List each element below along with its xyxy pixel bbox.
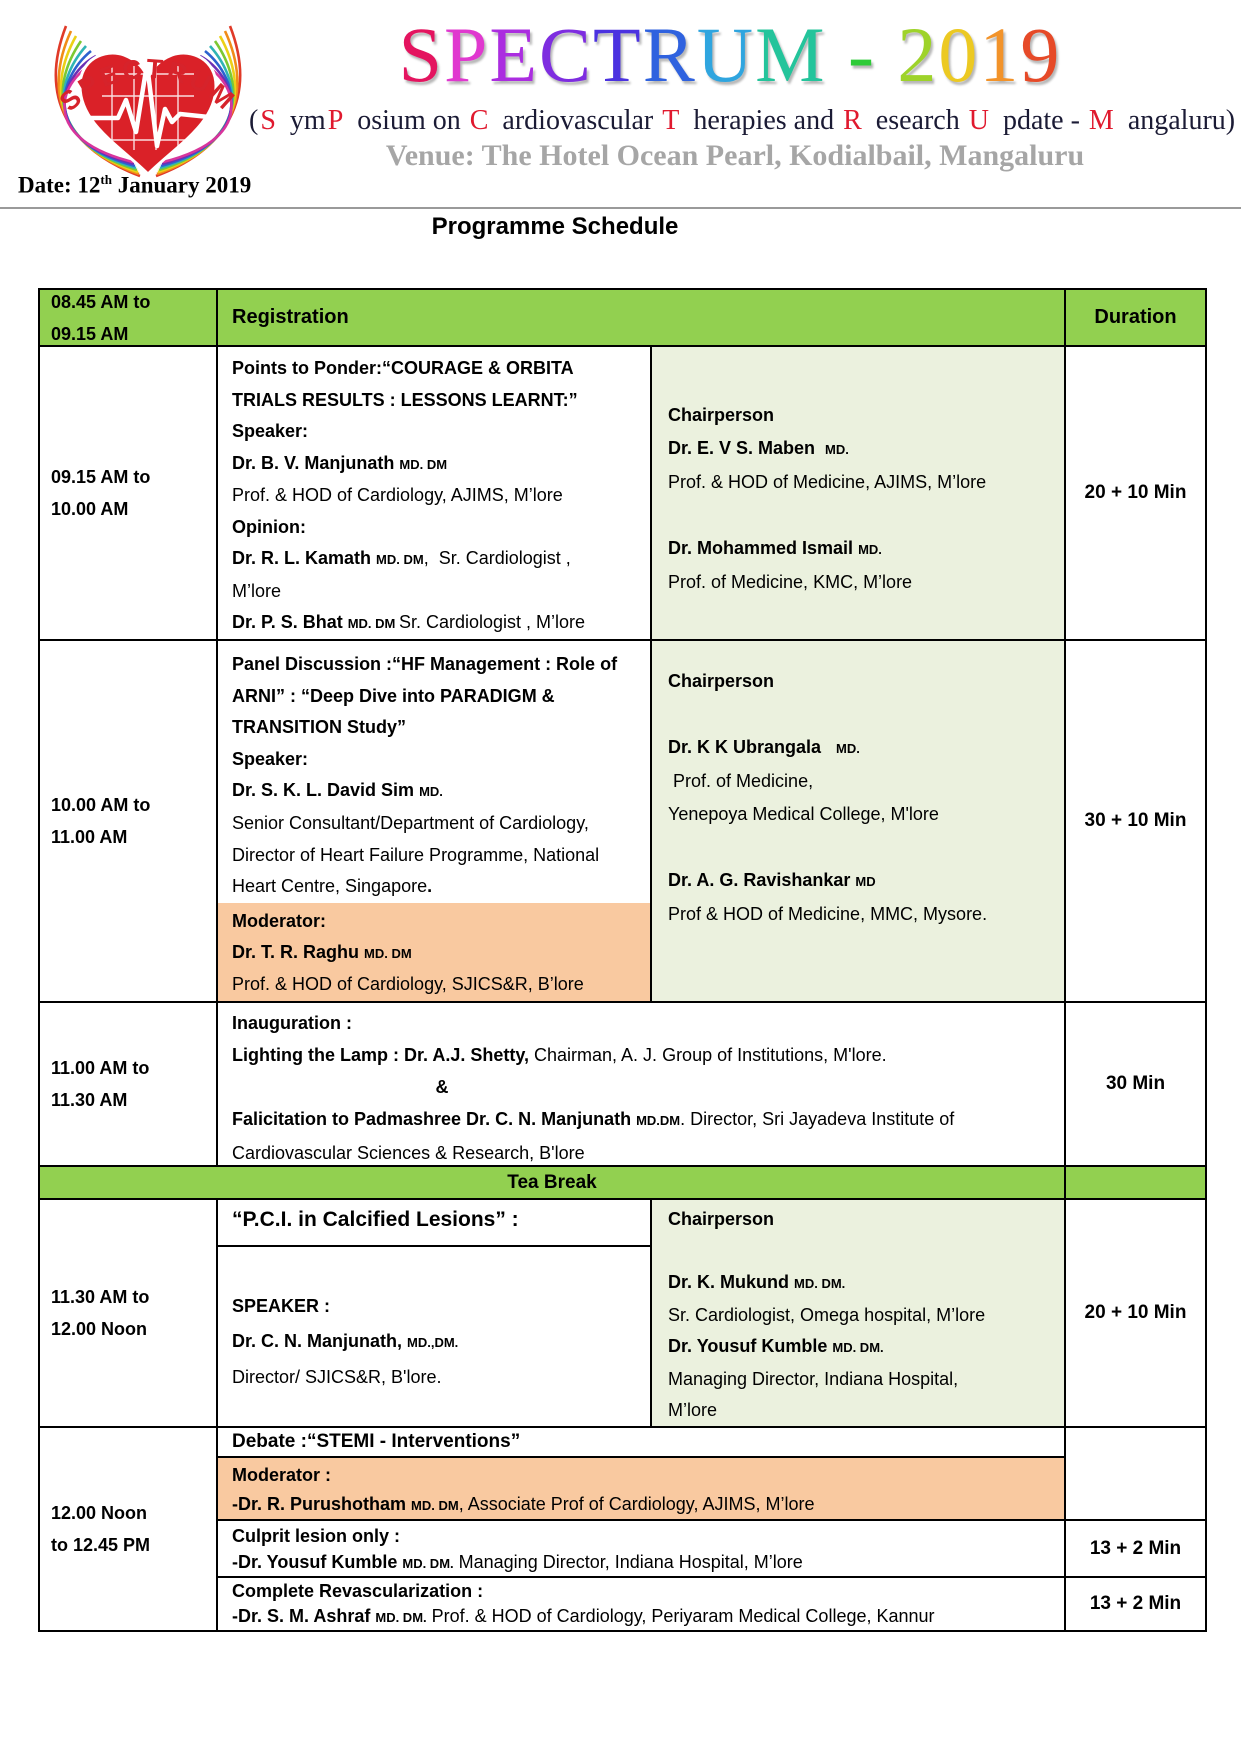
event-subtitle xyxy=(235,105,1235,137)
text-segment: Prof. of Medicine, KMC, M’lore xyxy=(668,572,913,592)
session-cell xyxy=(218,347,652,639)
duration-cell-empty xyxy=(1066,1167,1205,1198)
subtitle-segment: osium on xyxy=(357,105,468,136)
text-line xyxy=(232,681,648,713)
row-0915-session xyxy=(40,347,1205,641)
complete-revascularization-cell xyxy=(218,1578,1064,1630)
text-segment: Dr. Mohammed Ismail xyxy=(668,538,859,558)
text-line xyxy=(232,543,648,576)
text-segment: MD. DM. xyxy=(402,1556,454,1571)
text-segment: . Director, Sri Jayadeva Institute of xyxy=(680,1109,955,1129)
chairperson-cell xyxy=(652,641,1066,1001)
debate-duration-column xyxy=(1066,1428,1205,1630)
subtitle-segment: S xyxy=(260,105,276,136)
time-cell xyxy=(40,1003,218,1165)
time-cell xyxy=(40,641,218,1001)
text-line xyxy=(232,480,648,512)
text-segment: MD. DM xyxy=(399,456,448,472)
text-line xyxy=(232,744,648,776)
text-line xyxy=(232,576,648,608)
text-segment: M’lore xyxy=(668,1400,718,1420)
text-segment: Chairperson xyxy=(668,405,775,425)
text-segment: MD. DM. xyxy=(832,1340,884,1355)
text-line: 10.00 AM to xyxy=(51,795,151,815)
row-debate xyxy=(40,1428,1205,1630)
title-letter: E xyxy=(489,11,540,98)
moderator-block xyxy=(218,903,650,1001)
title-letter: T xyxy=(593,11,643,98)
text-segment: Prof. & HOD of Cardiology, Periyaram Medical College, Kannur xyxy=(426,1605,935,1626)
text-segment: Dr. T. R. Raghu xyxy=(232,941,365,962)
logo-text: SPECTRUM xyxy=(53,53,243,118)
text-line xyxy=(232,1579,1062,1604)
text-line xyxy=(232,1103,1062,1137)
moderator-block xyxy=(218,1458,1064,1521)
text-line xyxy=(668,399,1062,432)
text-line xyxy=(232,1490,1062,1521)
text-segment: . xyxy=(427,876,433,897)
text-line: 12.00 Noon xyxy=(51,1503,148,1523)
text-segment: Chairperson xyxy=(668,1209,775,1229)
text-segment: Moderator : xyxy=(232,1465,331,1485)
duration-cell: 30 Min xyxy=(1105,1073,1166,1094)
text-line xyxy=(232,385,648,417)
text-line: 11.30 AM to xyxy=(51,1287,150,1307)
time-cell xyxy=(40,290,218,345)
text-segment: Dr. A. G. Ravishankar xyxy=(668,870,856,890)
text-line xyxy=(668,532,1062,566)
text-line xyxy=(668,1236,1062,1268)
text-segment: Moderator: xyxy=(232,910,326,931)
text-segment: Inauguration : xyxy=(232,1013,352,1033)
text-line xyxy=(668,898,1062,931)
text-segment: SPEAKER : xyxy=(232,1296,331,1316)
duration-header: Duration xyxy=(1066,290,1205,345)
text-segment: Prof. & HOD of Cardiology, AJIMS, M’lore xyxy=(232,485,563,505)
text-line: 11.00 AM to xyxy=(51,1058,150,1078)
subtitle-segment: ardiovascular xyxy=(502,105,661,136)
text-segment: TRIALS RESULTS : LESSONS LEARNT:” xyxy=(232,389,578,410)
text-segment: MD. DM xyxy=(364,945,412,961)
text-segment: MD. xyxy=(836,741,860,756)
date-ordinal: th xyxy=(100,172,112,187)
text-segment: -Dr. R. Purushotham xyxy=(232,1493,412,1514)
text-segment: MD. DM xyxy=(376,552,424,567)
text-line: 10.00 AM xyxy=(51,499,129,519)
text-segment: ARNI” : “Deep Dive into PARADIGM & xyxy=(232,685,555,706)
title-letter: 9 xyxy=(1020,11,1062,98)
text-line xyxy=(232,871,648,903)
text-line xyxy=(668,665,1062,698)
subtitle-segment: herapies and xyxy=(693,105,842,136)
duration-cell: 20 + 10 Min xyxy=(1084,482,1187,503)
session-cell xyxy=(218,1200,652,1426)
text-line xyxy=(232,607,648,639)
text-line xyxy=(232,1549,1062,1577)
subtitle-segment: R xyxy=(843,105,862,136)
text-segment: Senior Consultant/Department of Cardiology, xyxy=(232,812,589,833)
text-segment: Cardiovascular Sciences & Research, B'lore xyxy=(232,1143,585,1163)
subtitle-segment: esearch xyxy=(875,105,967,136)
text-segment: Managing Director, Indiana Hospital, M’lore xyxy=(453,1552,803,1572)
text-segment: Prof. of Medicine, xyxy=(668,771,814,791)
text-line xyxy=(668,831,1062,864)
inauguration-cell xyxy=(218,1003,1066,1165)
text-segment: -Dr. Yousuf Kumble xyxy=(232,1552,403,1572)
text-line: 08.45 AM to xyxy=(51,291,151,312)
text-line xyxy=(232,1071,652,1103)
text-segment: Dr. Yousuf Kumble xyxy=(668,1336,833,1356)
time-cell xyxy=(40,1428,218,1630)
text-segment: MD. DM. xyxy=(794,1276,846,1291)
text-line xyxy=(232,775,648,808)
text-segment: MD. xyxy=(825,442,849,457)
text-segment: Dr. K K Ubrangala xyxy=(668,737,837,757)
debate-title-cell xyxy=(218,1428,1064,1458)
text-segment: MD. xyxy=(858,542,882,557)
text-segment: Speaker: xyxy=(232,421,309,441)
text-segment: Dr. S. K. L. David Sim xyxy=(232,780,420,801)
text-segment: MD xyxy=(855,874,876,889)
text-line xyxy=(232,353,648,385)
text-segment: , Sr. Cardiologist , xyxy=(423,548,571,568)
text-segment: Dr. K. Mukund xyxy=(668,1272,794,1292)
text-segment: Dr. P. S. Bhat xyxy=(232,612,348,632)
text-line: 09.15 AM xyxy=(51,323,129,344)
text-line xyxy=(668,1300,1062,1332)
text-segment: Dr. E. V S. Maben xyxy=(668,438,826,458)
subtitle-segment: angaluru) xyxy=(1127,105,1236,136)
text-line xyxy=(232,840,648,872)
text-line xyxy=(232,448,648,481)
text-line xyxy=(668,432,1062,466)
text-line xyxy=(232,937,648,969)
text-segment: Complete Revascularization : xyxy=(232,1581,484,1601)
date-prefix: Date: 12 xyxy=(18,172,101,198)
text-line xyxy=(232,1039,1062,1071)
subtitle-segment: ym xyxy=(289,105,326,136)
subtitle-segment: M xyxy=(1088,105,1114,136)
text-segment: Opinion: xyxy=(232,516,306,537)
text-line xyxy=(668,1267,1062,1300)
duration-cell: 20 + 10 Min xyxy=(1084,1302,1187,1323)
text-segment: Director of Heart Failure Programme, National xyxy=(232,844,600,865)
text-line xyxy=(232,1461,1062,1490)
text-line xyxy=(232,1429,1062,1455)
text-line: 09.15 AM to xyxy=(51,467,151,487)
text-line: 12.00 Noon xyxy=(51,1319,148,1339)
subtitle-segment: ( xyxy=(249,105,259,136)
text-segment: & xyxy=(435,1077,449,1097)
duration-cell: 30 + 10 Min xyxy=(1084,810,1187,831)
row-registration xyxy=(40,290,1205,347)
text-line: 11.00 AM xyxy=(51,827,128,847)
text-segment: Speaker: xyxy=(232,748,309,769)
chairperson-cell xyxy=(652,347,1066,639)
text-segment: MD. DM xyxy=(411,1497,459,1513)
text-segment: Culprit lesion only : xyxy=(232,1526,401,1546)
text-line: 11.30 AM xyxy=(51,1090,128,1110)
text-segment: Points to Ponder:“COURAGE & ORBITA xyxy=(232,358,574,378)
subtitle-segment: pdate - xyxy=(1002,105,1087,136)
text-line xyxy=(232,1604,1062,1631)
text-segment: “P.C.I. in Calcified Lesions” : xyxy=(232,1208,519,1231)
text-line xyxy=(232,1324,648,1360)
text-line xyxy=(668,698,1062,731)
chairperson-cell xyxy=(652,1200,1066,1426)
text-segment: , Associate Prof of Cardiology, AJIMS, M’lore xyxy=(458,1493,815,1514)
title-letter: M xyxy=(755,11,827,98)
title-letter: 0 xyxy=(938,11,980,98)
text-segment: Yenepoya Medical College, M'lore xyxy=(668,804,939,824)
culprit-lesion-cell xyxy=(218,1521,1064,1578)
text-line xyxy=(232,649,648,681)
text-segment: Panel Discussion :“HF Management : Role of xyxy=(232,654,618,674)
text-line xyxy=(232,1007,1062,1039)
debate-main xyxy=(218,1428,1066,1630)
title-letter: 2 xyxy=(897,11,939,98)
text-line xyxy=(232,906,648,937)
programme-table xyxy=(38,288,1207,1632)
text-line xyxy=(668,499,1062,532)
text-segment: Prof & HOD of Medicine, MMC, Mysore. xyxy=(668,904,988,924)
text-line xyxy=(232,712,648,744)
time-cell xyxy=(40,347,218,639)
title-letter: P xyxy=(443,11,490,98)
session-title xyxy=(218,1200,650,1247)
text-line: to 12.45 PM xyxy=(51,1535,151,1555)
text-segment: Heart Centre, Singapore xyxy=(232,876,428,897)
text-segment: MD. DM xyxy=(347,616,399,631)
title-letter: S xyxy=(398,11,444,98)
tea-break-cell: Tea Break xyxy=(40,1167,1066,1198)
text-line xyxy=(232,1289,648,1324)
time-cell xyxy=(40,1200,218,1426)
session-cell xyxy=(218,641,652,1001)
title-letter: C xyxy=(539,11,594,98)
text-segment: -Dr. S. M. Ashraf xyxy=(232,1605,376,1626)
text-line xyxy=(232,1137,1062,1165)
row-tea-break xyxy=(40,1167,1205,1200)
text-segment: Dr. B. V. Manjunath xyxy=(232,452,400,473)
text-line xyxy=(232,512,648,544)
duration-cell: 13 + 2 Min xyxy=(1089,1593,1182,1614)
row-1000-session xyxy=(40,641,1205,1003)
text-segment: Sr. Cardiologist, Omega hospital, M’lore xyxy=(668,1304,986,1325)
duration-cell: 13 + 2 Min xyxy=(1066,1521,1205,1578)
text-line xyxy=(232,969,648,1000)
text-line xyxy=(668,765,1062,798)
text-line xyxy=(232,1360,648,1395)
title-letter: - xyxy=(826,11,898,98)
registration-cell: Registration xyxy=(218,290,1066,345)
text-segment: MD.,DM. xyxy=(407,1335,459,1350)
date-line xyxy=(18,172,251,199)
text-line xyxy=(668,566,1062,599)
date-suffix: January 2019 xyxy=(111,172,252,198)
text-segment: Prof. & HOD of Medicine, AJIMS, M’lore xyxy=(668,472,987,492)
subtitle-segment: U xyxy=(968,105,989,136)
text-segment: Falicitation to Padmashree Dr. C. N. Manjunath xyxy=(232,1109,637,1129)
venue-line: Venue: The Hotel Ocean Pearl, Kodialbail, Mangaluru xyxy=(385,139,1085,172)
text-line xyxy=(668,466,1062,499)
text-line xyxy=(232,808,648,840)
subtitle-segment: T xyxy=(662,105,680,136)
text-segment: Debate :“STEMI - Interventions” xyxy=(232,1431,521,1452)
text-segment: Managing Director, Indiana Hospital, xyxy=(668,1368,959,1389)
speaker-lines xyxy=(218,1247,650,1395)
duration-cell-empty xyxy=(1066,1428,1205,1521)
text-line xyxy=(668,1204,1062,1236)
text-line xyxy=(668,798,1062,831)
text-segment: M’lore xyxy=(232,580,282,601)
subtitle-segment: C xyxy=(469,105,489,136)
subtitle-segment: P xyxy=(327,105,344,136)
text-segment: MD.DM xyxy=(636,1113,681,1128)
text-line xyxy=(232,416,648,448)
text-line xyxy=(668,1331,1062,1364)
title-letter: R xyxy=(642,11,697,98)
text-segment: Lighting the Lamp : Dr. A.J. Shetty, xyxy=(232,1045,535,1065)
text-line xyxy=(668,731,1062,765)
text-segment: Prof. & HOD of Cardiology, SJICS&R, B’lore xyxy=(232,973,584,994)
text-segment: Dr. R. L. Kamath xyxy=(232,548,377,568)
row-1130-session xyxy=(40,1200,1205,1428)
text-segment: MD. xyxy=(419,784,443,800)
text-line xyxy=(668,864,1062,898)
divider xyxy=(0,207,1241,209)
text-line xyxy=(668,1395,1062,1426)
title-letter: U xyxy=(696,11,756,98)
event-title xyxy=(250,10,1210,100)
text-segment: TRANSITION Study” xyxy=(232,717,406,738)
text-line xyxy=(668,1364,1062,1396)
text-line xyxy=(232,1523,1062,1549)
text-segment: Chairperson xyxy=(668,671,775,691)
title-letter: 1 xyxy=(979,11,1021,98)
text-segment: Sr. Cardiologist , M’lore xyxy=(399,612,586,632)
schedule-heading: Programme Schedule xyxy=(431,213,679,240)
text-segment: Chairman, A. J. Group of Institutions, M'lore. xyxy=(534,1045,887,1065)
row-inauguration xyxy=(40,1003,1205,1167)
text-segment: Dr. C. N. Manjunath, xyxy=(232,1331,408,1351)
text-segment: Director/ SJICS&R, B'lore. xyxy=(232,1367,442,1387)
text-segment: MD. DM. xyxy=(375,1609,427,1625)
session-lines xyxy=(218,641,650,903)
